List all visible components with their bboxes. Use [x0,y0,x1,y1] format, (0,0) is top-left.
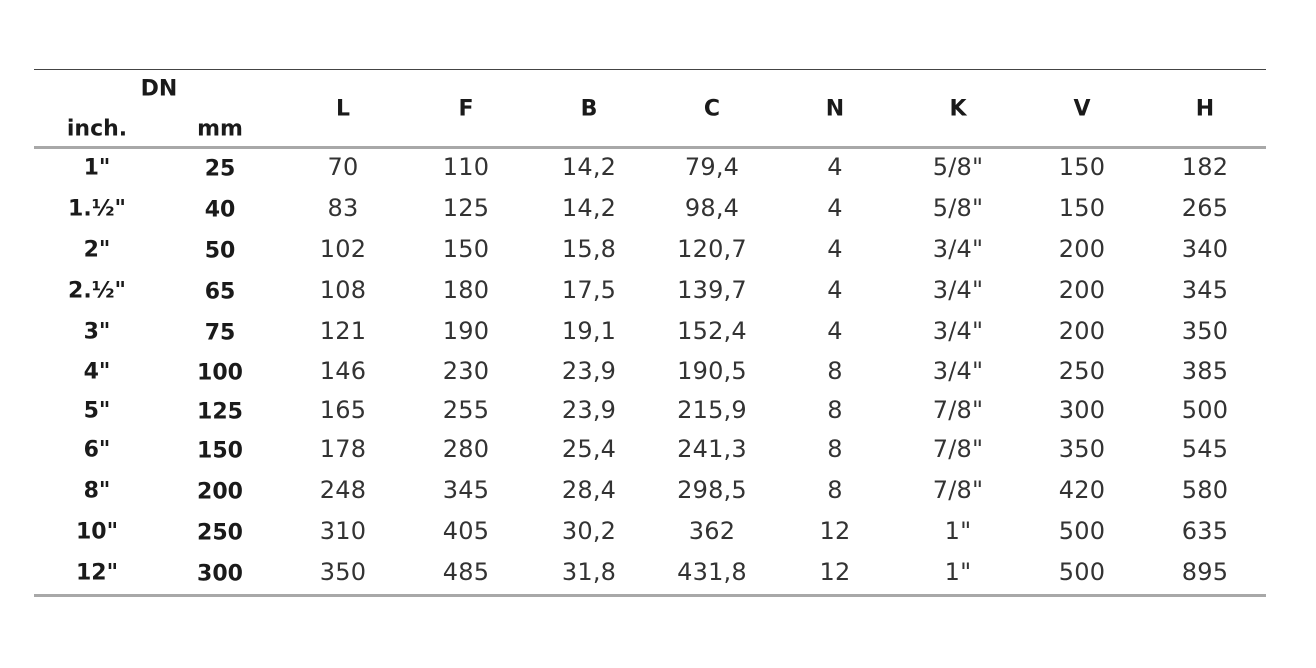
table-top-rule [34,69,1266,70]
row-n-cell: 8 [827,435,843,463]
row-v-cell: 250 [1058,357,1106,385]
row-mm-cell: 50 [204,238,236,264]
row-b-cell: 23,9 [561,396,617,424]
row-v-cell: 500 [1058,558,1106,586]
row-v-cell: 200 [1058,317,1106,345]
row-k-cell: 3/4" [932,235,984,263]
row-mm-cell: 25 [204,156,236,182]
row-b-cell: 28,4 [561,476,617,504]
row-f-cell: 255 [442,396,490,424]
row-l-cell: 310 [319,517,367,545]
row-mm-cell: 65 [204,279,236,305]
row-c-cell: 362 [688,517,736,545]
row-n-cell: 4 [827,235,843,263]
row-n-cell: 12 [819,517,851,545]
row-v-cell: 200 [1058,276,1106,304]
row-f-cell: 405 [442,517,490,545]
row-v-cell: 420 [1058,476,1106,504]
row-l-cell: 121 [319,317,367,345]
row-mm-cell: 75 [204,320,236,346]
row-k-cell: 5/8" [932,153,984,181]
row-c-cell: 98,4 [684,194,740,222]
row-l-cell: 165 [319,396,367,424]
row-h-cell: 265 [1181,194,1229,222]
header-inch: inch. [66,116,128,142]
row-l-cell: 83 [327,194,359,222]
row-b-cell: 30,2 [561,517,617,545]
header-mm: mm [197,116,243,142]
row-mm-cell: 200 [197,479,243,505]
column-header-f: F [458,96,474,122]
row-mm-cell: 250 [197,520,243,546]
row-n-cell: 4 [827,194,843,222]
row-f-cell: 180 [442,276,490,304]
row-mm-cell: 40 [204,197,236,223]
row-inch-cell: 10" [75,519,119,545]
row-l-cell: 70 [327,153,359,181]
row-mm-cell: 300 [197,561,243,587]
row-f-cell: 190 [442,317,490,345]
column-header-b: B [580,96,598,122]
row-k-cell: 5/8" [932,194,984,222]
row-l-cell: 248 [319,476,367,504]
row-k-cell: 1" [944,517,972,545]
row-k-cell: 3/4" [932,276,984,304]
row-b-cell: 19,1 [561,317,617,345]
row-h-cell: 385 [1181,357,1229,385]
row-h-cell: 545 [1181,435,1229,463]
column-header-c: C [703,96,721,122]
row-mm-cell: 150 [197,438,243,464]
table-bottom-rule [34,594,1266,597]
column-header-h: H [1195,96,1215,122]
row-b-cell: 25,4 [561,435,617,463]
row-n-cell: 8 [827,357,843,385]
row-b-cell: 14,2 [561,194,617,222]
column-header-l: L [335,96,351,122]
row-f-cell: 150 [442,235,490,263]
row-n-cell: 4 [827,153,843,181]
row-inch-cell: 3" [83,319,111,345]
row-k-cell: 1" [944,558,972,586]
row-f-cell: 125 [442,194,490,222]
row-h-cell: 500 [1181,396,1229,424]
row-v-cell: 500 [1058,517,1106,545]
row-c-cell: 79,4 [684,153,740,181]
row-l-cell: 102 [319,235,367,263]
header-dn: DN [140,76,178,102]
row-c-cell: 431,8 [677,558,747,586]
row-k-cell: 3/4" [932,357,984,385]
row-f-cell: 280 [442,435,490,463]
row-inch-cell: 2" [83,237,111,263]
row-b-cell: 17,5 [561,276,617,304]
row-l-cell: 146 [319,357,367,385]
table-header-rule [34,146,1266,149]
row-h-cell: 580 [1181,476,1229,504]
row-c-cell: 241,3 [677,435,747,463]
row-l-cell: 178 [319,435,367,463]
row-h-cell: 340 [1181,235,1229,263]
row-f-cell: 485 [442,558,490,586]
row-inch-cell: 5" [83,398,111,424]
row-inch-cell: 4" [83,359,111,385]
row-inch-cell: 1.½" [68,196,126,222]
row-c-cell: 152,4 [677,317,747,345]
column-header-n: N [825,96,845,122]
row-mm-cell: 100 [197,360,243,386]
row-l-cell: 350 [319,558,367,586]
row-b-cell: 31,8 [561,558,617,586]
row-f-cell: 110 [442,153,490,181]
row-h-cell: 345 [1181,276,1229,304]
row-inch-cell: 6" [83,437,111,463]
row-k-cell: 7/8" [932,476,984,504]
row-c-cell: 190,5 [677,357,747,385]
row-inch-cell: 1" [83,155,111,181]
row-c-cell: 298,5 [677,476,747,504]
row-b-cell: 23,9 [561,357,617,385]
row-h-cell: 635 [1181,517,1229,545]
row-b-cell: 15,8 [561,235,617,263]
row-k-cell: 7/8" [932,435,984,463]
row-c-cell: 215,9 [677,396,747,424]
row-inch-cell: 2.½" [68,278,126,304]
row-v-cell: 200 [1058,235,1106,263]
row-h-cell: 350 [1181,317,1229,345]
row-k-cell: 3/4" [932,317,984,345]
row-v-cell: 300 [1058,396,1106,424]
row-n-cell: 8 [827,396,843,424]
row-k-cell: 7/8" [932,396,984,424]
column-header-k: K [949,96,967,122]
row-v-cell: 150 [1058,153,1106,181]
row-inch-cell: 8" [83,478,111,504]
row-b-cell: 14,2 [561,153,617,181]
row-c-cell: 120,7 [677,235,747,263]
row-c-cell: 139,7 [677,276,747,304]
row-h-cell: 895 [1181,558,1229,586]
row-l-cell: 108 [319,276,367,304]
row-n-cell: 8 [827,476,843,504]
row-mm-cell: 125 [197,399,243,425]
row-f-cell: 345 [442,476,490,504]
row-f-cell: 230 [442,357,490,385]
row-h-cell: 182 [1181,153,1229,181]
row-v-cell: 150 [1058,194,1106,222]
row-n-cell: 12 [819,558,851,586]
row-v-cell: 350 [1058,435,1106,463]
row-n-cell: 4 [827,276,843,304]
row-n-cell: 4 [827,317,843,345]
row-inch-cell: 12" [75,560,119,586]
column-header-v: V [1073,96,1091,122]
